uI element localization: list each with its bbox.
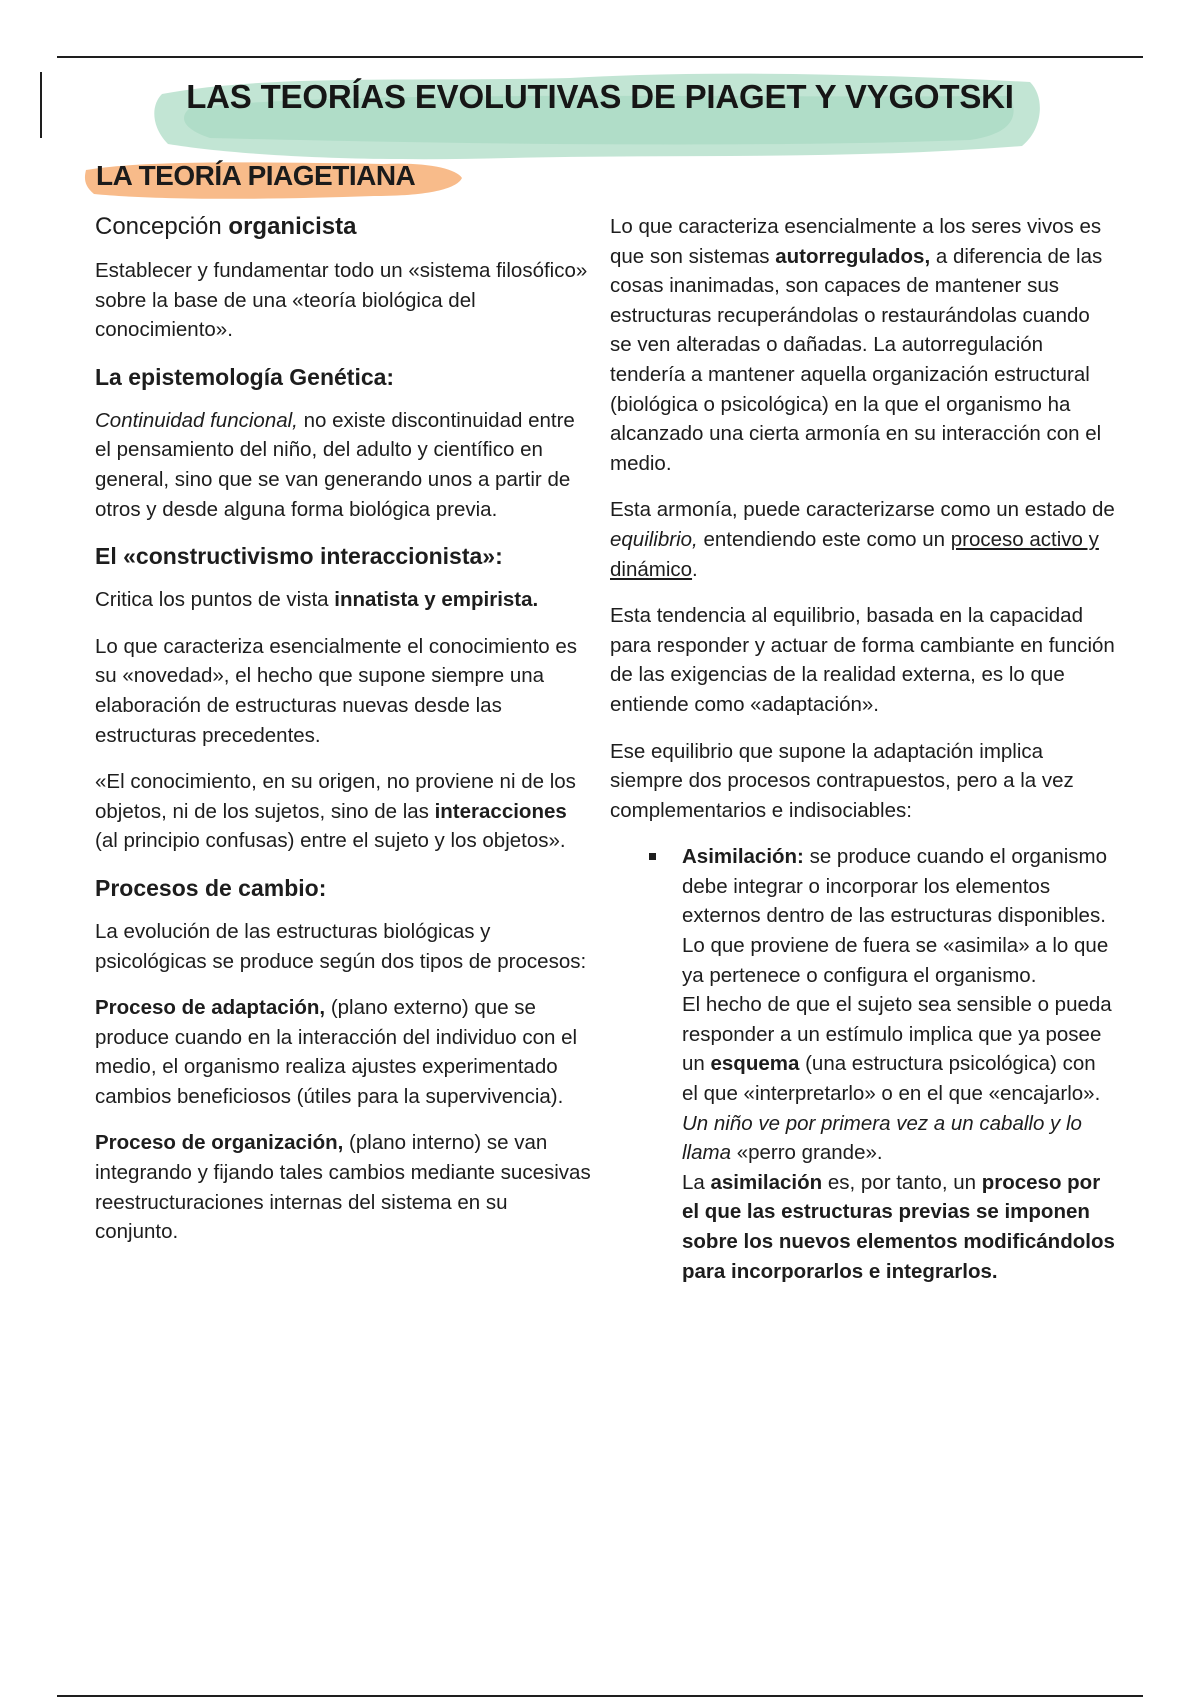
square-bullet-icon [649,853,656,860]
paragraph: La evolución de las estructuras biológicas y psicológicas se produce según dos tipos de procesos: [95,919,587,973]
paragraph: Critica los puntos de vista innatista y empirista. [95,588,539,612]
list-item-asimilacion: Asimilación: se produce cuando el organismo debe integrar o incorporar los elementos externos dentro de las estructuras disponibles. Lo que proviene de fuera se «asimila» a lo que ya pertenece o configura el organismo. El hecho de que el sujeto sea sensible o pueda responder a un estímulo implica que ya posee un esquema (una estructura psicológica) con el que «interpretarlo» o en el que «encajarlo». Un niño ve por primera vez a un caballo y lo llama «perro grande». La asimilación es, por tanto, un proceso por el que las estructuras previas se imponen sobre los nuevos elementos modificándolos para incorporarlos e integrarlos. [610,842,1115,1286]
heading-concepcion: Concepción organicista [95,213,357,240]
heading-constructivismo: El «constructivismo interaccionista»: [95,543,503,570]
title-banner [150,68,1050,164]
right-column [610,212,1115,1286]
heading-epistemologia: La epistemología Genética: [95,363,395,390]
heading-procesos: Procesos de cambio: [95,874,327,901]
section-banner [84,156,464,202]
page-title: LAS TEORÍAS EVOLUTIVAS DE PIAGET Y VYGOTSKI [186,78,1014,115]
paragraph: «El conocimiento, en su origen, no proviene ni de los objetos, ni de los sujetos, sino de las interacciones (al principio confusas) entre el sujeto y los objetos». [95,770,576,853]
paragraph: Establecer y fundamentar todo un «sistema filosófico» sobre la base de una «teoría biológica del conocimiento». [95,259,588,342]
top-rule [57,56,1143,58]
paragraph: Proceso de adaptación, (plano externo) que se produce cuando en la interacción del individuo con el medio, el organismo realiza ajustes experimentado cambios beneficiosos (útiles para la supervivencia). [95,996,578,1108]
paragraph: Proceso de organización, (plano interno) se van integrando y fijando tales cambios mediante sucesivas reestructuraciones internas del sistema en su conjunto. [95,1131,591,1244]
margin-bar [40,72,42,138]
paragraph: Esta tendencia al equilibrio, basada en la capacidad para responder y actuar de forma cambiante en función de las exigencias de la realidad externa, es lo que entiende como «adaptación». [610,604,1115,716]
paragraph: Ese equilibrio que supone la adaptación implica siempre dos procesos contrapuestos, pero a la vez complementarios e indisociables: [610,739,1074,822]
paragraph: Lo que caracteriza esencialmente a los seres vivos es que son sistemas autorregulados, a diferencia de las cosas inanimadas, son capaces de mantener sus estructuras recuperándolas o restaurándolas cuando se ven alteradas o dañadas. La autorregulación tendería a mantener aquella organización estructural (biológica o psicológica) en la que el organismo ha alcanzado una cierta armonía en su interacción con el medio. [610,215,1103,475]
bottom-rule [57,1695,1143,1697]
paragraph: Continuidad funcional, no existe discontinuidad entre el pensamiento del niño, del adulto y científico en general, sino que se van generando unos a partir de otros y desde alguna forma biológica previa. [95,408,575,521]
paragraph: Lo que caracteriza esencialmente el conocimiento es su «novedad», el hecho que supone siempre una elaboración de estructuras nuevas desde las estructuras precedentes. [95,634,578,747]
section-title: LA TEORÍA PIAGETIANA [96,160,416,191]
paragraph: Esta armonía, puede caracterizarse como un estado de equilibrio, entendiendo este como un proceso activo y dinámico. [610,498,1115,581]
left-column [95,212,595,1264]
